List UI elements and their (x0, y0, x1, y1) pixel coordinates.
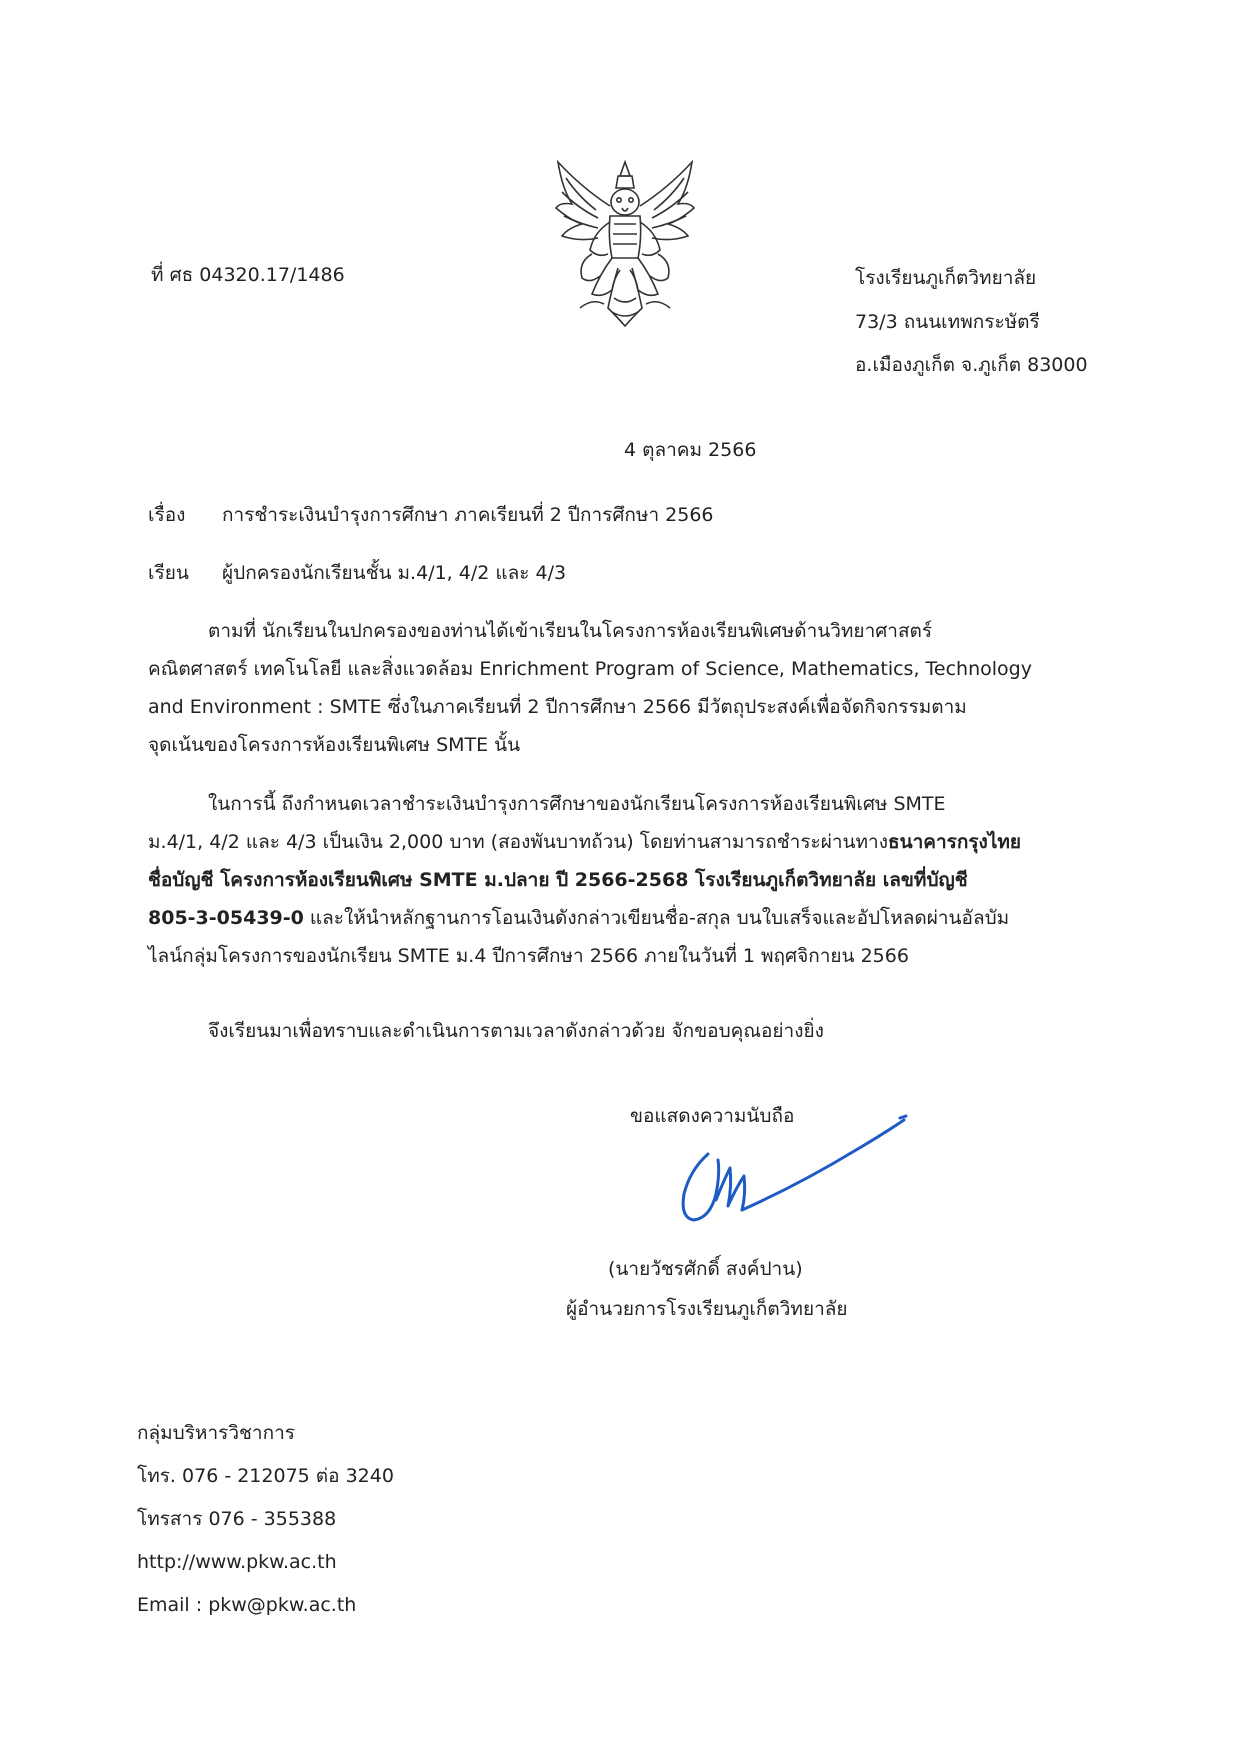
website-link: http://www.pkw.ac.th (137, 1551, 337, 1573)
school-name: โรงเรียนภูเก็ตวิทยาลัย (855, 267, 1037, 289)
paragraph-line: คณิตศาสตร์ เทคโนโลยี และสิ่งแวดล้อม Enrichment Program of Science, Mathematics, Technology (148, 658, 1032, 680)
payment-amount-text: ม.4/1, 4/2 และ 4/3 เป็นเงิน 2,000 บาท (สองพันบาทถ้วน) โดยท่านสามารถชำระผ่านทาง (148, 831, 888, 853)
paragraph-line (148, 899, 1021, 937)
department-name: กลุ่มบริหารวิชาการ (137, 1422, 295, 1444)
reference-number: ที่ ศธ 04320.17/1486 (151, 264, 345, 286)
paragraph-line: ไลน์กลุ่มโครงการของนักเรียน SMTE ม.4 ปีการศึกษา 2566 ภายในวันที่ 1 พฤศจิกายน 2566 (148, 945, 909, 967)
paragraph-line: จุดเน้นของโครงการห้องเรียนพิเศษ SMTE นั้น (148, 734, 521, 756)
recipient-label: เรียน (148, 562, 189, 584)
garuda-emblem-icon (552, 158, 698, 330)
signatory-position: ผู้อำนวยการโรงเรียนภูเก็ตวิทยาลัย (566, 1298, 848, 1320)
body-paragraph-1 (148, 612, 1032, 764)
closing-salutation: ขอแสดงความนับถือ (630, 1105, 795, 1127)
email-address: Email : pkw@pkw.ac.th (137, 1594, 357, 1616)
fax: โทรสาร 076 - 355388 (137, 1508, 337, 1530)
recipient-text: ผู้ปกครองนักเรียนชั้น ม.4/1, 4/2 และ 4/3 (222, 562, 567, 584)
signatory-name: (นายวัชรศักดิ์ สงค์ปาน) (608, 1258, 803, 1280)
paragraph-line: ตามที่ นักเรียนในปกครองของท่านได้เข้าเรียนในโครงการห้องเรียนพิเศษด้านวิทยาศาสตร์ (208, 620, 933, 642)
account-number: 805-3-05439-0 (148, 907, 304, 929)
body-paragraph-2 (148, 785, 1021, 975)
subject-text: การชำระเงินบำรุงการศึกษา ภาคเรียนที่ 2 ปีการศึกษา 2566 (222, 504, 714, 526)
address-line-1: 73/3 ถนนเทพกระษัตรี (855, 311, 1040, 333)
closing-paragraph: จึงเรียนมาเพื่อทราบและดำเนินการตามเวลาดังกล่าวด้วย จักขอบคุณอย่างยิ่ง (208, 1020, 824, 1042)
bank-name: ธนาคารกรุงไทย (888, 831, 1022, 853)
paragraph-line (148, 823, 1021, 861)
subject-label: เรื่อง (148, 504, 186, 526)
telephone: โทร. 076 - 212075 ต่อ 3240 (137, 1465, 394, 1487)
upload-instruction-text: และให้นำหลักฐานการโอนเงินดังกล่าวเขียนชื่อ-สกุล บนใบเสร็จและอัปโหลดผ่านอัลบัม (303, 907, 1010, 929)
handwritten-signature (660, 1110, 920, 1240)
paragraph-line: and Environment : SMTE ซึ่งในภาคเรียนที่ 2 ปีการศึกษา 2566 มีวัตถุประสงค์เพื่อจัดกิจกรรมตาม (148, 696, 967, 718)
address-line-2: อ.เมืองภูเก็ต จ.ภูเก็ต 83000 (855, 354, 1088, 376)
account-name: ชื่อบัญชี โครงการห้องเรียนพิเศษ SMTE ม.ปลาย ปี 2566-2568 โรงเรียนภูเก็ตวิทยาลัย เลขที่บัญชี (148, 869, 968, 891)
paragraph-line: ในการนี้ ถึงกำหนดเวลาชำระเงินบำรุงการศึกษาของนักเรียนโครงการห้องเรียนพิเศษ SMTE (208, 793, 946, 815)
letter-date: 4 ตุลาคม 2566 (624, 439, 757, 461)
